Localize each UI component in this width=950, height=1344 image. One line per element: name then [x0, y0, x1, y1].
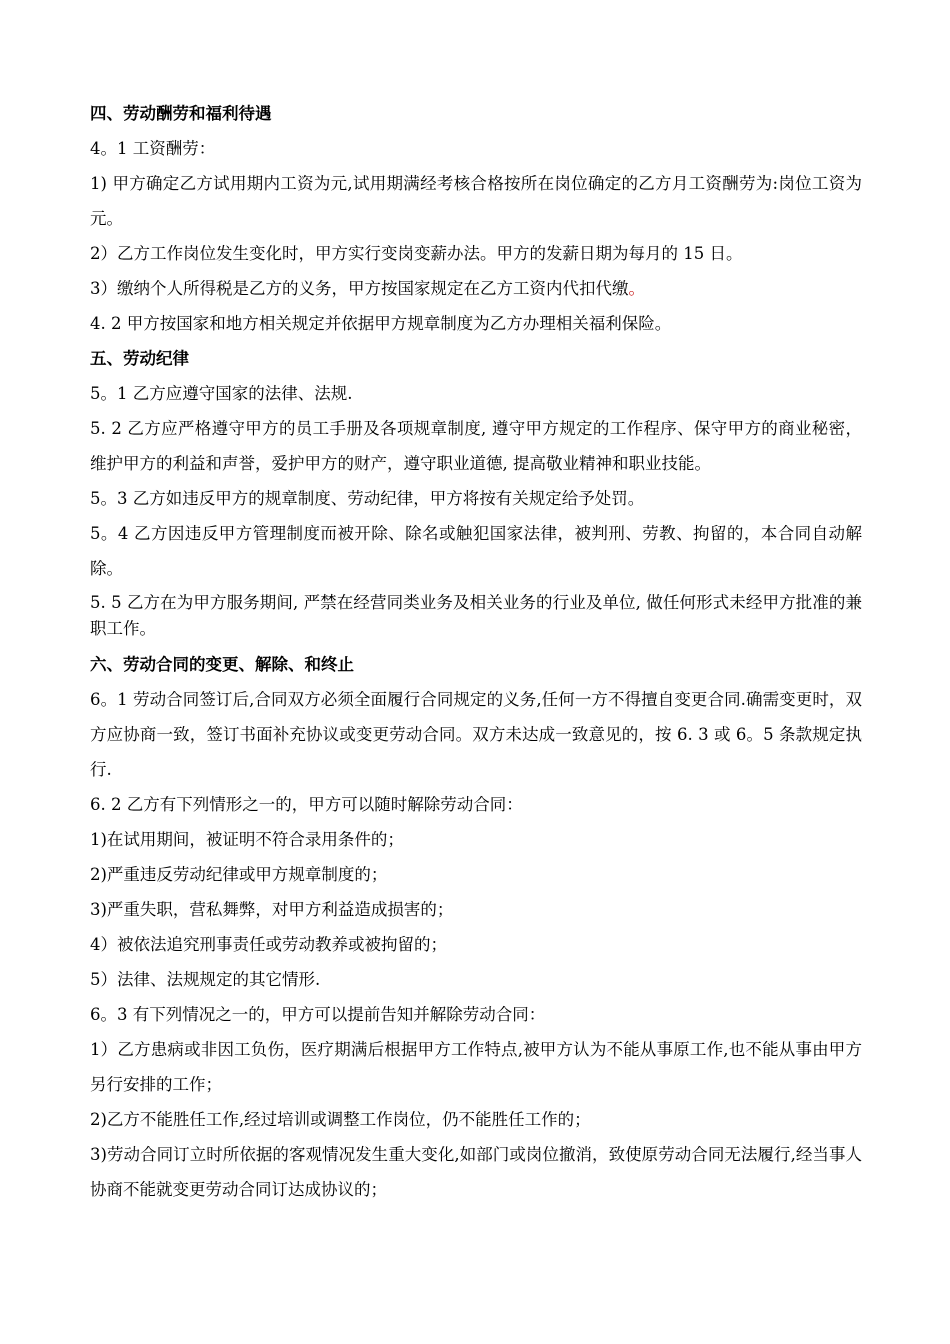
clause-4-1-item-3-text: 3）缴纳个人所得税是乙方的义务，甲方按国家规定在乙方工资内代扣代缴	[90, 279, 629, 298]
clause-6-2-item-4: 4）被依法追究刑事责任或劳动教养或被拘留的；	[90, 935, 447, 954]
clause-6-2-item-1: 1)在试用期间，被证明不符合录用条件的；	[90, 830, 404, 849]
clause-5-5: 5. 5 乙方在为甲方服务期间, 严禁在经营同类业务及相关业务的行业及单位, 做任何形式未经甲方批准的兼职工作。	[90, 593, 862, 638]
section-heading-4: 四、劳动酬劳和福利待遇	[90, 104, 272, 123]
section-heading-6: 六、劳动合同的变更、解除、和终止	[90, 655, 354, 674]
clause-4-1-item-3	[90, 271, 862, 306]
clause-6-2-item-2: 2)严重违反劳动纪律或甲方规章制度的；	[90, 865, 388, 884]
clause-5-2: 5. 2 乙方应严格遵守甲方的员工手册及各项规章制度, 遵守甲方规定的工作程序、保守甲方的商业秘密，维护甲方的利益和声誉，爱护甲方的财产，遵守职业道德, 提高敬业精神和职业技能。	[90, 419, 862, 473]
clause-6-3-item-1: 1）乙方患病或非因工负伤，医疗期满后根据甲方工作特点,被甲方认为不能从事原工作,也不能从事由甲方另行安排的工作；	[90, 1040, 862, 1094]
clause-4-1: 4。1 工资酬劳：	[90, 139, 216, 158]
clause-4-1-item-2: 2）乙方工作岗位发生变化时，甲方实行变岗变薪办法。甲方的发薪日期为每月的 15 日。	[90, 244, 743, 263]
clause-6-2: 6. 2 乙方有下列情形之一的，甲方可以随时解除劳动合同：	[90, 795, 523, 814]
clause-4-2: 4. 2 甲方按国家和地方相关规定并依据甲方规章制度为乙方办理相关福利保险。	[90, 314, 672, 333]
clause-6-3: 6。3 有下列情况之一的，甲方可以提前告知并解除劳动合同：	[90, 1005, 546, 1024]
clause-4-1-item-3-end-mark: 。	[628, 279, 645, 298]
clause-6-1: 6。1 劳动合同签订后,合同双方必须全面履行合同规定的义务,任何一方不得擅自变更合同.确需变更时，双方应协商一致，签订书面补充协议或变更劳动合同。双方未达成一致意见的，按 6. 3 或 6。5 条款规定执行.	[90, 690, 862, 779]
clause-5-1: 5。1 乙方应遵守国家的法律、法规.	[90, 384, 353, 403]
clause-6-3-item-3: 3)劳动合同订立时所依据的客观情况发生重大变化,如部门或岗位撤消，致使原劳动合同无法履行,经当事人协商不能就变更劳动合同订达成协议的；	[90, 1145, 862, 1199]
clause-6-3-item-2: 2)乙方不能胜任工作,经过培训或调整工作岗位，仍不能胜任工作的；	[90, 1110, 591, 1129]
section-heading-5: 五、劳动纪律	[90, 349, 189, 368]
clause-6-2-item-3: 3)严重失职，营私舞弊，对甲方利益造成损害的；	[90, 900, 454, 919]
clause-4-1-item-1: 1) 甲方确定乙方试用期内工资为元,试用期满经考核合格按所在岗位确定的乙方月工资酬劳为:岗位工资为元。	[90, 174, 862, 228]
clause-5-4: 5。4 乙方因违反甲方管理制度而被开除、除名或触犯国家法律，被判刑、劳教、拘留的，本合同自动解除。	[90, 524, 862, 578]
clause-6-2-item-5: 5）法律、法规规定的其它情形.	[90, 970, 321, 989]
clause-5-3: 5。3 乙方如违反甲方的规章制度、劳动纪律，甲方将按有关规定给予处罚。	[90, 489, 645, 508]
